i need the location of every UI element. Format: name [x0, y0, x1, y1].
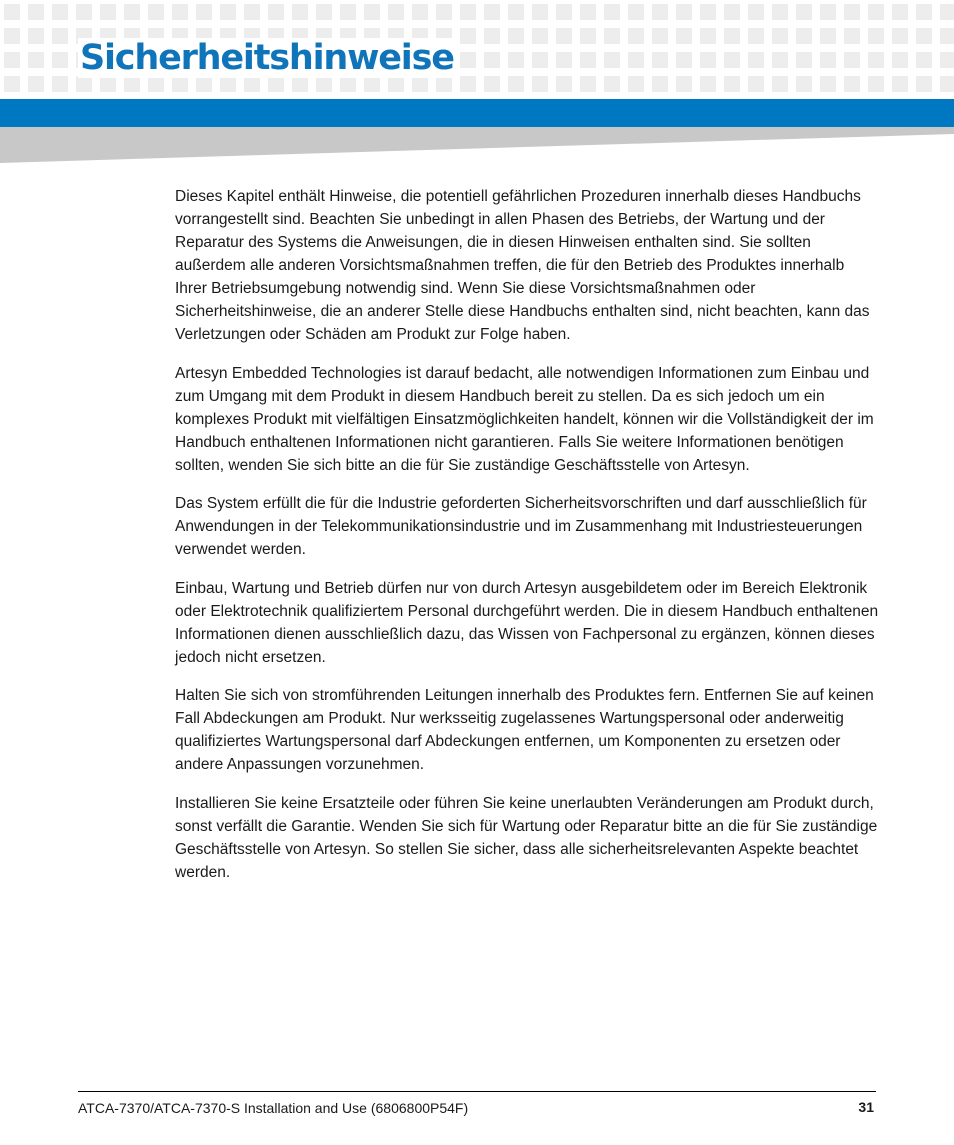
paragraph: Artesyn Embedded Technologies ist darauf bedacht, alle notwendigen Informationen zum Einbau und zum Umgang mit dem Produkt in diesem Handbuch bereit zu stellen. Da es sich jedoch um ein komplexes Produkt mit vielfältigen Einsatzmöglichkeiten handelt, können wir die Vollständigkeit der im Handbuch enthaltenen Informationen nicht garantieren. Falls Sie weitere Informationen benötigen sollten, wenden Sie sich bitte an die für Sie zuständige Geschäftsstelle von Artesyn. — [175, 364, 874, 474]
paragraph: Dieses Kapitel enthält Hinweise, die potentiell gefährlichen Prozeduren innerhalb dieses Handbuchs vorrangestellt sind. Beachten Sie unbedingt in allen Phasen des Betriebs, der Wartung und der Reparatur des Systems die Anweisungen, die in diesen Hinweisen enthalten sind. Sie sollten außerdem alle anderen Vorsichtsmaßnahmen treffen, die für den Betrieb des Produktes innerhalb Ihrer Betriebsumgebung notwendig sind. Wenn Sie diese Vorsichtsmaßnahmen oder Sicherheitshinweise, die an anderer Stelle diese Handbuchs enthalten sind, nicht beachten, kann das Verletzungen oder Schäden am Produkt zur Folge haben. — [175, 188, 870, 343]
paragraph: Einbau, Wartung und Betrieb dürfen nur von durch Artesyn ausgebildetem oder im Bereich Elektronik oder Elektrotechnik qualifiziertem Personal durchgeführt werden. Die in diesem Handbuch enthaltenen Informationen dienen ausschließlich dazu, das Wissen von Fachpersonal zu ergänzen, können dieses jedoch nicht ersetzen. — [175, 579, 879, 666]
body-content — [175, 185, 880, 899]
paragraph: Halten Sie sich von stromführenden Leitungen innerhalb des Produktes fern. Entfernen Sie auf keinen Fall Abdeckungen am Produkt. Nur werksseitig zugelassenes Wartungspersonal oder anderweitig qualifiziertes Wartungspersonal darf Abdeckungen entfernen, um Komponenten zu ersetzen oder andere Anpassungen vorzunehmen. — [175, 687, 874, 773]
page-title: Sicherheitshinweise — [78, 38, 460, 78]
paragraph: Installieren Sie keine Ersatzteile oder führen Sie keine unerlaubten Veränderungen am Produkt durch, sonst verfällt die Garantie. Wenden Sie sich für Wartung oder Reparatur bitte an die für Sie zuständige Geschäftsstelle von Artesyn. So stellen Sie sicher, dass alle sicherheitsrelevanten Aspekte beachtet werden. — [175, 794, 878, 881]
header-blue-band — [0, 99, 954, 127]
paragraph: Das System erfüllt die für die Industrie geforderten Sicherheitsvorschriften und darf ausschließlich für Anwendungen in der Telekommunikationsindustrie und im Zusammenhang mit Industriesteuerungen verwendet werden. — [175, 495, 867, 558]
header-grey-wedge — [0, 127, 954, 163]
footer-document-title: ATCA-7370/ATCA-7370-S Installation and Use (6806800P54F) — [78, 1100, 469, 1116]
footer-rule — [78, 1091, 876, 1092]
page-number: 31 — [858, 1099, 874, 1115]
